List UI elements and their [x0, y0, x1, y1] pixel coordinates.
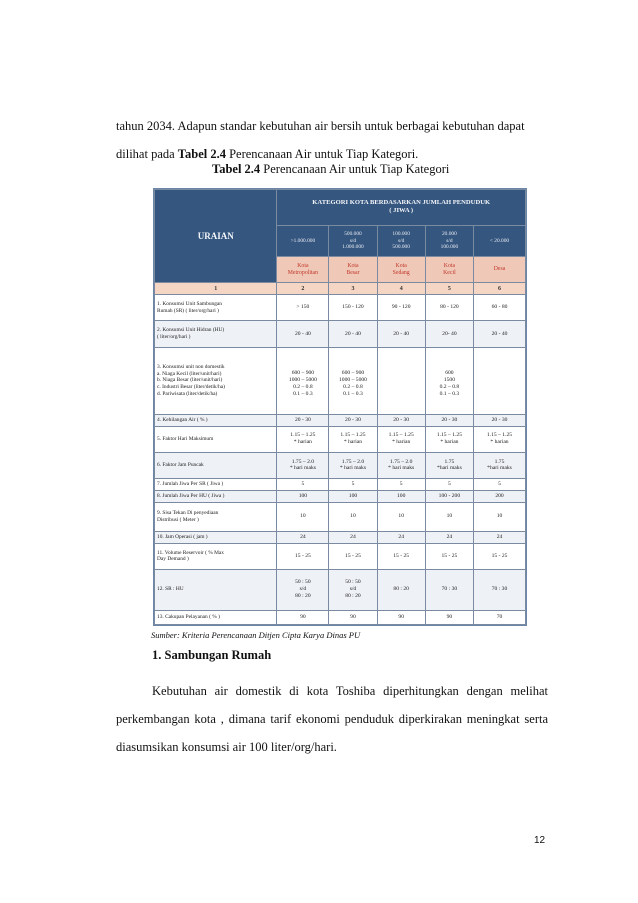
row-value: 20- 40	[425, 321, 473, 347]
row-value: 50 : 50 s/d 80 : 20	[329, 569, 377, 610]
row-value: 100	[329, 491, 377, 503]
row-label: 10. Jam Operasi ( jam )	[155, 531, 277, 543]
table-row	[155, 502, 526, 531]
row-label: 3. Konsumsi unit non domestik a. Niaga Kecil (liter/unit/hari) b. Niaga Besar (liter/unit/hari) c. Industri Besar (liter/detik/ha) d. Pariwisata (liter/detik/ha)	[155, 347, 277, 414]
row-value: 100	[377, 491, 425, 503]
row-label: 4. Kehilangan Air ( % )	[155, 414, 277, 426]
row-value	[474, 347, 526, 414]
column-number: 1	[155, 283, 277, 295]
row-value: 1.15 – 1.25 * harian	[277, 426, 329, 452]
intro-prefix: dilihat pada	[116, 147, 178, 161]
row-value: 24	[277, 531, 329, 543]
table-row	[155, 479, 526, 491]
row-value: 10	[425, 502, 473, 531]
table-source: Sumber: Kriteria Perencanaan Ditjen Cipta Karya Dinas PU	[151, 630, 361, 640]
table-row	[155, 414, 526, 426]
section-heading: 1. Sambungan Rumah	[152, 648, 272, 662]
row-value: 10	[474, 502, 526, 531]
row-value: 5	[474, 479, 526, 491]
row-value: 100	[277, 491, 329, 503]
row-value: 1.75 *hari maks	[474, 452, 526, 478]
body-text: Kebutuhan air domestik di kota Toshiba diperhitungkan dengan melihat perkembangan kota , dimana tarif ekonomi penduduk diperkirakan meningkat serta diasumsikan konsumsi air 100 liter/org/hari.	[116, 684, 548, 754]
column-number: 5	[425, 283, 473, 295]
row-label: 11. Volume Reservoir ( % Max Day Demand )	[155, 543, 277, 569]
row-label: 6. Faktor Jam Puncak	[155, 452, 277, 478]
row-value: 1.15 – 1.25 * harian	[329, 426, 377, 452]
row-label: 13. Cakupan Pelayanan ( % )	[155, 610, 277, 625]
row-value: > 150	[277, 295, 329, 321]
header-category-title: KATEGORI KOTA BERDASARKAN JUMLAH PENDUDUK	[312, 199, 491, 207]
row-value: 15 - 25	[277, 543, 329, 569]
row-value: 70 : 30	[474, 569, 526, 610]
row-label: 9. Sisa Tekan Di penyediaan Distribusi ( Meter )	[155, 502, 277, 531]
table-caption	[212, 162, 449, 177]
intro-suffix: Perencanaan Air untuk Tiap Kategori.	[225, 147, 419, 161]
row-value: 24	[377, 531, 425, 543]
body-paragraph	[116, 677, 548, 761]
row-value: 15 - 25	[377, 543, 425, 569]
row-value: 90	[425, 610, 473, 625]
row-value: 1.75 – 2.0 * hari maks	[277, 452, 329, 478]
row-value: 1.75 – 2.0 * hari maks	[377, 452, 425, 478]
row-value: 150 - 120	[329, 295, 377, 321]
row-value: 24	[425, 531, 473, 543]
row-value: 80 - 120	[425, 295, 473, 321]
row-value: 15 - 25	[329, 543, 377, 569]
caption-label: Tabel 2.4	[212, 162, 261, 176]
row-value: 15 - 25	[425, 543, 473, 569]
caption-text: Perencanaan Air untuk Tiap Kategori	[260, 162, 450, 176]
row-value: 20 - 40	[474, 321, 526, 347]
row-label: 12. SR : HU	[155, 569, 277, 610]
row-value: 90	[377, 610, 425, 625]
row-value: 70 : 30	[425, 569, 473, 610]
row-label: 7. Jumlah Jiwa Per SR ( Jiwa )	[155, 479, 277, 491]
header-category-unit: ( JIWA )	[389, 207, 414, 215]
table-row	[155, 543, 526, 569]
row-value: 1.15 – 1.25 * harian	[425, 426, 473, 452]
population-range: 500.000 s/d 1.000.000	[329, 225, 377, 256]
header-category	[277, 190, 526, 226]
table-row	[155, 569, 526, 610]
row-value: 5	[329, 479, 377, 491]
row-value: 20 - 30	[329, 414, 377, 426]
row-value: 1.75 – 2.0 * hari maks	[329, 452, 377, 478]
population-range: 20.000 s/d 100.000	[425, 225, 473, 256]
row-value: 70	[474, 610, 526, 625]
city-type: Desa	[474, 256, 526, 282]
table-row	[155, 531, 526, 543]
row-label: 2. Konsumsi Unit Hidran (HU) ( liter/org/hari )	[155, 321, 277, 347]
row-value: 5	[277, 479, 329, 491]
row-value: 600 – 900 1000 – 5000 0.2 – 0.8 0.1 – 0.3	[329, 347, 377, 414]
header-uraian: URAIAN	[155, 190, 277, 283]
page-number: 12	[534, 835, 546, 846]
row-value: 10	[329, 502, 377, 531]
table-row	[155, 295, 526, 321]
population-range: < 20.000	[474, 225, 526, 256]
column-number: 2	[277, 283, 329, 295]
row-value: 1.75 *hari maks	[425, 452, 473, 478]
row-value: 5	[377, 479, 425, 491]
city-type: Kota Kecil	[425, 256, 473, 282]
city-type: Kota Sedang	[377, 256, 425, 282]
population-range: >1.000.000	[277, 225, 329, 256]
row-value: 20 - 30	[474, 414, 526, 426]
column-number: 4	[377, 283, 425, 295]
table-row	[155, 452, 526, 478]
row-value	[377, 347, 425, 414]
row-value: 60 - 80	[474, 295, 526, 321]
row-label: 8. Jumlah Jiwa Per HU ( Jiwa )	[155, 491, 277, 503]
city-type: Kota Metropolitan	[277, 256, 329, 282]
row-value: 90	[329, 610, 377, 625]
intro-table-ref: Tabel 2.4	[177, 147, 226, 161]
table-row	[155, 347, 526, 414]
row-value: 20 - 30	[277, 414, 329, 426]
table-row	[155, 491, 526, 503]
row-value: 24	[329, 531, 377, 543]
row-value: 24	[474, 531, 526, 543]
row-value: 90	[277, 610, 329, 625]
row-label: 5. Faktor Hari Maksimum	[155, 426, 277, 452]
row-value: 600 – 900 1000 – 5000 0.2 – 0.8 0.1 – 0.3	[277, 347, 329, 414]
row-value: 5	[425, 479, 473, 491]
table-row	[155, 321, 526, 347]
table	[154, 189, 526, 625]
row-value: 10	[377, 502, 425, 531]
row-value: 600 1500 0.2 – 0.8 0.1 – 0.3	[425, 347, 473, 414]
row-value: 10	[277, 502, 329, 531]
table-row	[155, 610, 526, 625]
row-value: 200	[474, 491, 526, 503]
column-number: 6	[474, 283, 526, 295]
water-standard-table	[153, 188, 527, 626]
row-value: 90 - 120	[377, 295, 425, 321]
intro-line-1: tahun 2034. Adapun standar kebutuhan air bersih untuk berbagai kebutuhan dapat	[116, 119, 525, 133]
row-value: 100 - 200	[425, 491, 473, 503]
row-value: 1.15 – 1.25 * harian	[474, 426, 526, 452]
row-value: 20 - 40	[377, 321, 425, 347]
population-range: 100.000 s/d 500.000	[377, 225, 425, 256]
row-value: 15 - 25	[474, 543, 526, 569]
row-value: 20 - 40	[329, 321, 377, 347]
row-value: 50 : 50 s/d 80 : 20	[277, 569, 329, 610]
row-label: 1. Konsumsi Unit Sambungan Rumah (SR) ( liter/org/hari )	[155, 295, 277, 321]
row-value: 20 - 40	[277, 321, 329, 347]
row-value: 20 - 30	[425, 414, 473, 426]
column-number: 3	[329, 283, 377, 295]
row-value: 1.15 – 1.25 * harian	[377, 426, 425, 452]
city-type: Kota Besar	[329, 256, 377, 282]
row-value: 20 - 30	[377, 414, 425, 426]
row-value: 80 : 20	[377, 569, 425, 610]
table-row	[155, 426, 526, 452]
